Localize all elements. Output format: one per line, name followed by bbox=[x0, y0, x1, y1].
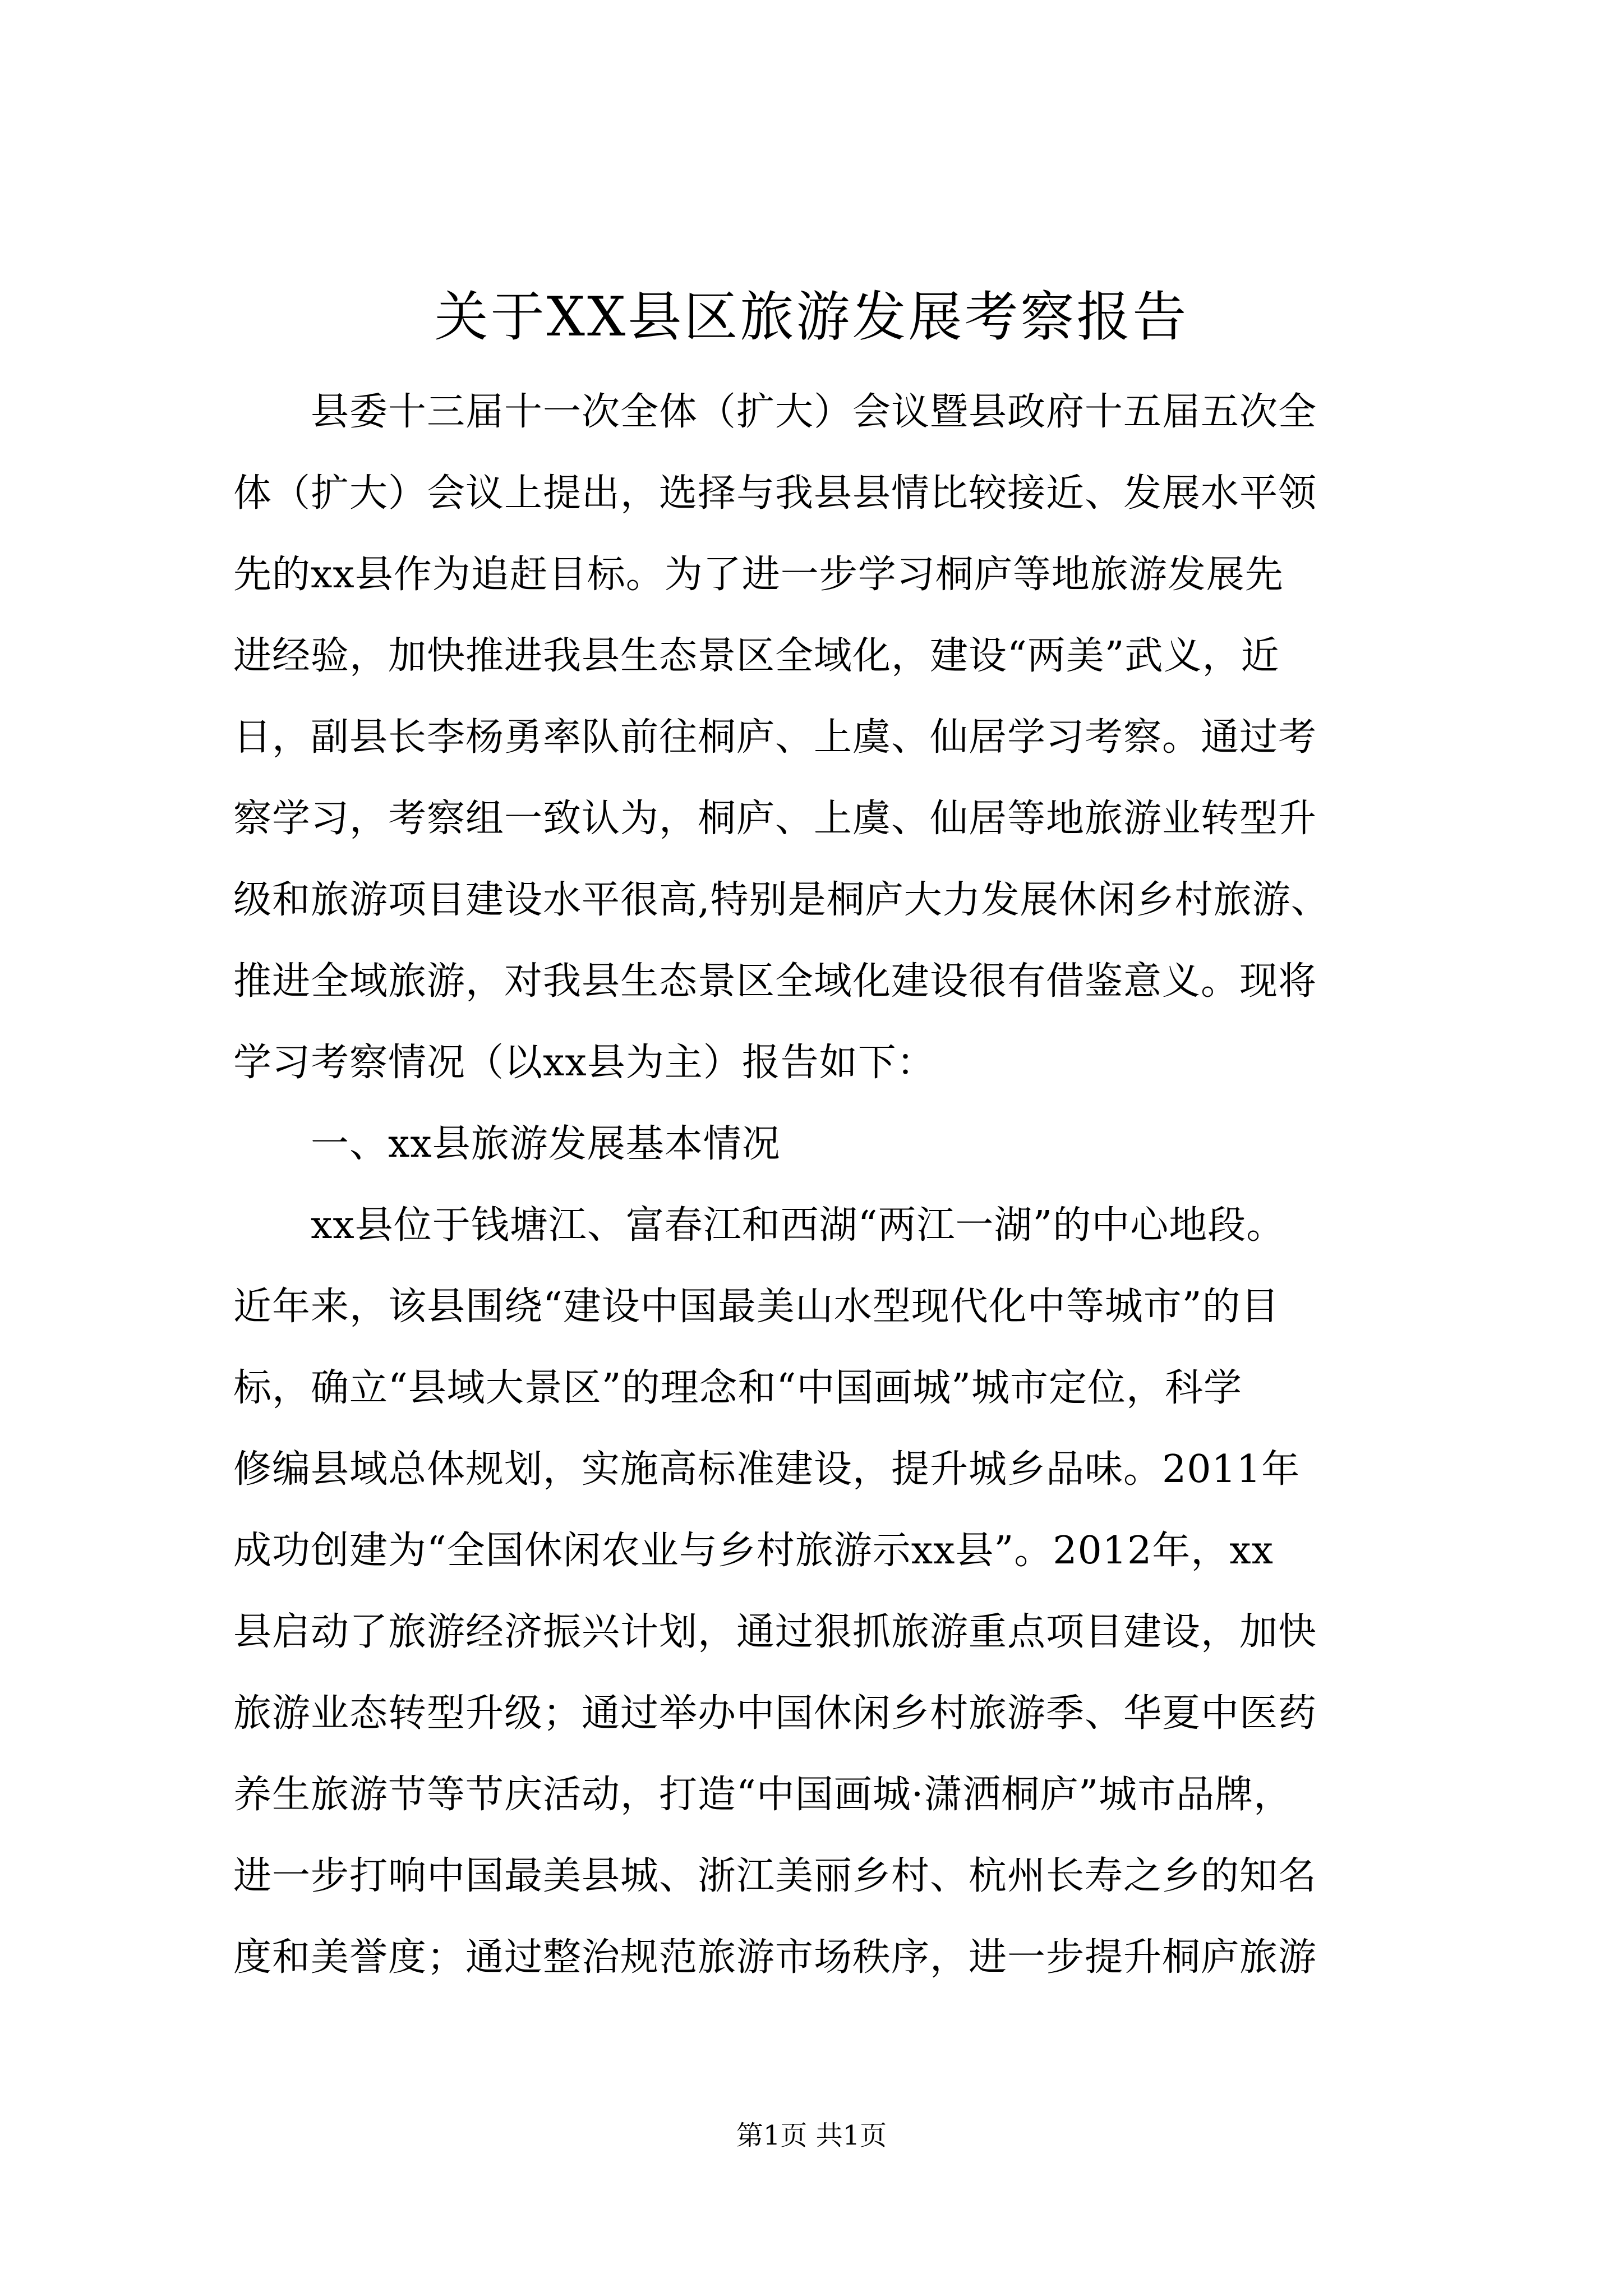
section-heading: 一、xx县旅游发展基本情况 bbox=[233, 1122, 781, 1166]
body-line: 日，副县长李杨勇率队前往桐庐、上虞、仙居学习考察。通过考 bbox=[233, 715, 1317, 760]
body-line: 体（扩大）会议上提出，选择与我县县情比较接近、发展水平领 bbox=[233, 471, 1317, 516]
body-line: 近年来，该县围绕“建设中国最美山水型现代化中等城市”的目 bbox=[233, 1285, 1280, 1329]
body-line: 养生旅游节等节庆活动，打造“中国画城·潇洒桐庐”城市品牌， bbox=[233, 1773, 1293, 1817]
body-line: 度和美誉度；通过整治规范旅游市场秩序，进一步提升桐庐旅游 bbox=[233, 1935, 1317, 1980]
body-line: 学习考察情况（以xx县为主）报告如下： bbox=[233, 1041, 935, 1085]
body-line: 县委十三届十一次全体（扩大）会议暨县政府十五届五次全 bbox=[233, 390, 1317, 434]
body-line: 推进全域旅游，对我县生态景区全域化建设很有借鉴意义。现将 bbox=[233, 959, 1317, 1004]
document-title: 关于XX县区旅游发展考察报告 bbox=[434, 286, 1189, 348]
page-footer: 第1页 共1页 bbox=[736, 2120, 887, 2151]
body-line: 成功创建为“全国休闲农业与乡村旅游示xx县”。2012年，xx bbox=[233, 1529, 1274, 1573]
body-line: xx县位于钱塘江、富春江和西湖“两江一湖”的中心地段。 bbox=[233, 1203, 1285, 1248]
body-line: 旅游业态转型升级；通过举办中国休闲乡村旅游季、华夏中医药 bbox=[233, 1691, 1317, 1736]
body-line: 标，确立“县域大景区”的理念和“中国画城”城市定位，科学 bbox=[233, 1366, 1243, 1410]
body-line: 先的xx县作为追赶目标。为了进一步学习桐庐等地旅游发展先 bbox=[233, 553, 1284, 597]
body-line: 进一步打响中国最美县城、浙江美丽乡村、杭州长寿之乡的知名 bbox=[233, 1854, 1317, 1898]
body-line: 察学习，考察组一致认为，桐庐、上虞、仙居等地旅游业转型升 bbox=[233, 797, 1317, 841]
body-line: 县启动了旅游经济振兴计划，通过狠抓旅游重点项目建设，加快 bbox=[233, 1610, 1317, 1654]
body-line: 修编县域总体规划，实施高标准建设，提升城乡品味。2011年 bbox=[233, 1447, 1301, 1492]
body-line: 级和旅游项目建设水平很高,特别是桐庐大力发展休闲乡村旅游、 bbox=[233, 878, 1330, 922]
body-line: 进经验，加快推进我县生态景区全域化，建设“两美”武义，近 bbox=[233, 634, 1280, 678]
